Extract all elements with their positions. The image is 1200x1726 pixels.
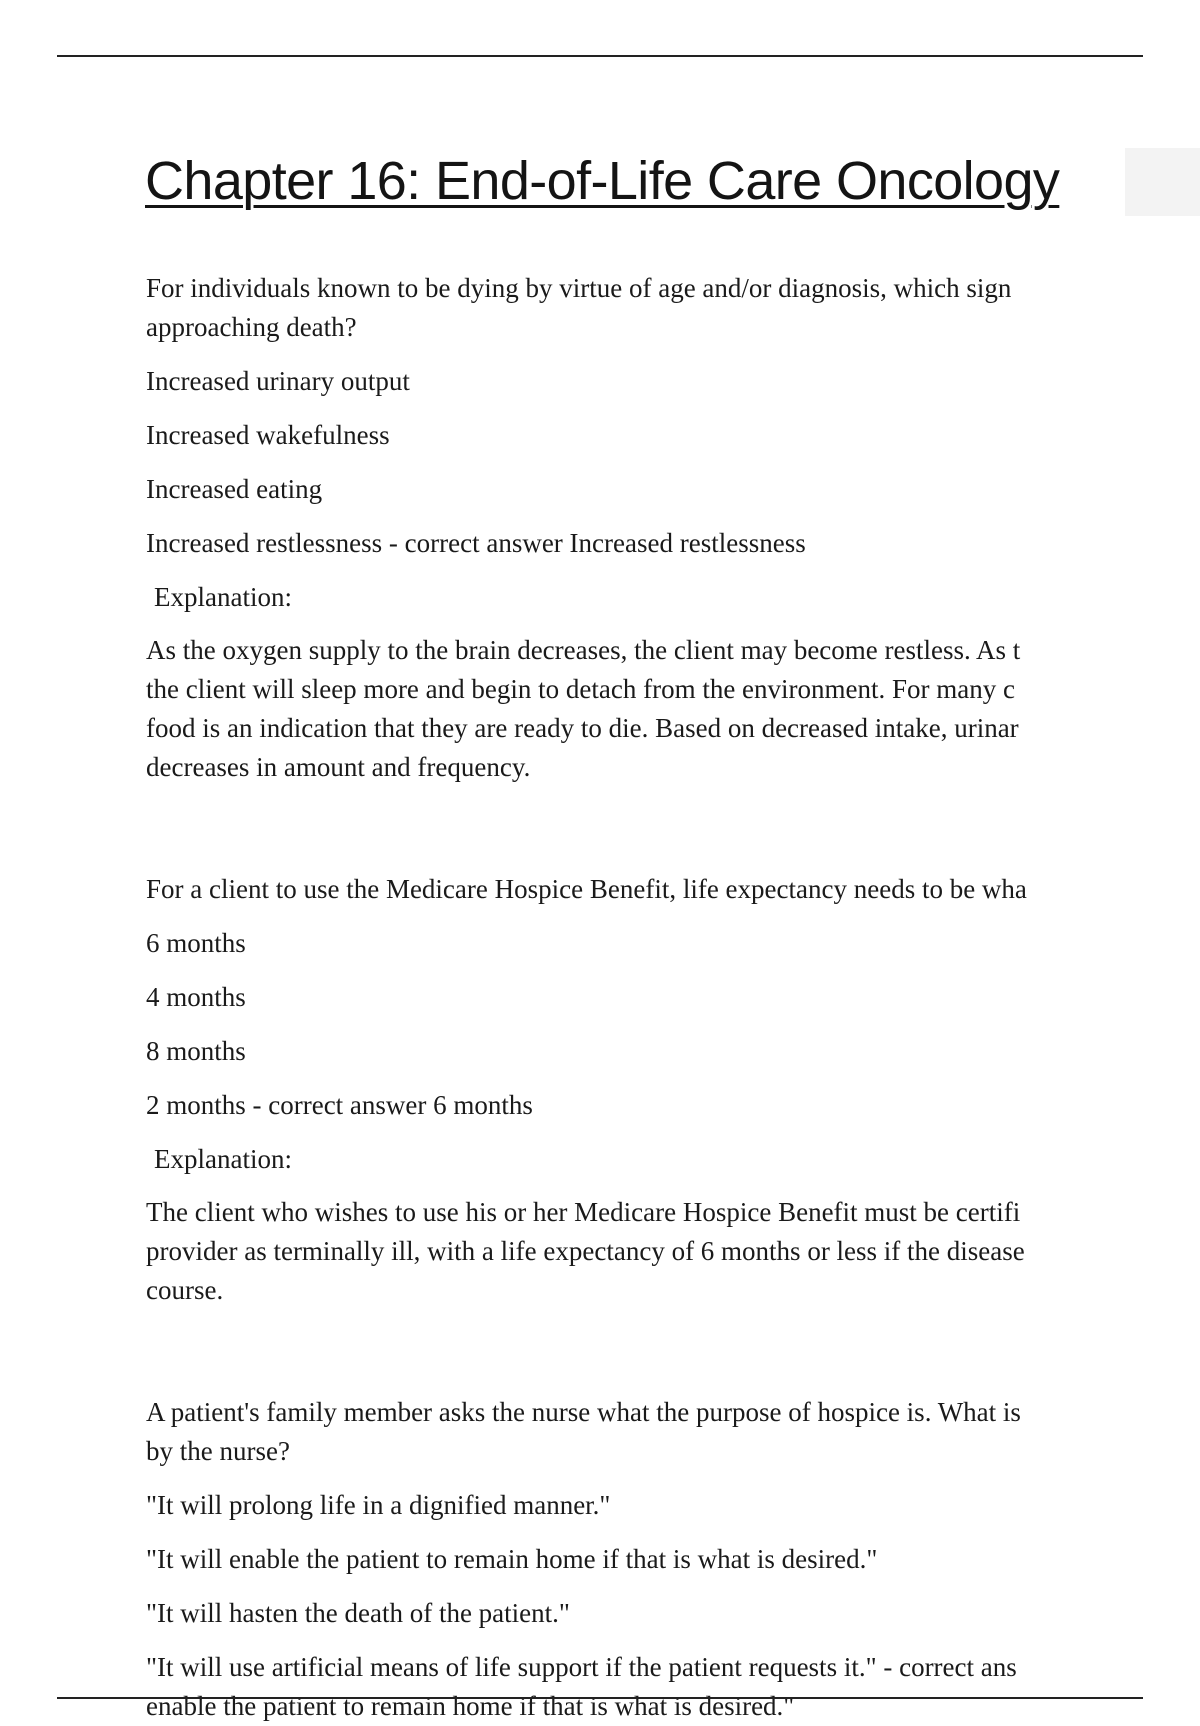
- answer-option: Increased urinary output: [146, 366, 410, 396]
- answer-option-correct: Increased restlessness - correct answer Increased restlessness: [146, 528, 806, 558]
- answer-option-correct: [146, 1648, 1200, 1726]
- explanation-line: As the oxygen supply to the brain decreases, the client may become restless. As t: [146, 635, 1021, 665]
- answer-option: 8 months: [146, 1036, 246, 1066]
- answer-option: "It will hasten the death of the patient.": [146, 1598, 570, 1628]
- explanation-text: [146, 631, 1200, 787]
- answer-option: "It will prolong life in a dignified manner.": [146, 1490, 611, 1520]
- question-block-1: [146, 269, 1200, 787]
- explanation-line: decreases in amount and frequency.: [146, 752, 531, 782]
- top-rule: [57, 55, 1143, 57]
- bottom-rule: [57, 1697, 1143, 1699]
- question-block-3: [146, 1393, 1200, 1726]
- answer-option-line: "It will use artificial means of life support if the patient requests it." - correct ans: [146, 1652, 1017, 1682]
- explanation-label: Explanation:: [154, 1144, 292, 1174]
- question-stem-line: approaching death?: [146, 312, 357, 342]
- explanation-line: The client who wishes to use his or her Medicare Hospice Benefit must be certifi: [146, 1197, 1021, 1227]
- explanation-line: food is an indication that they are ready to die. Based on decreased intake, urinar: [146, 713, 1019, 743]
- question-stem: [146, 1393, 1200, 1471]
- document-body: [146, 269, 1200, 1726]
- spacer: [146, 1310, 1200, 1393]
- answer-option: 6 months: [146, 928, 246, 958]
- question-stem-line: by the nurse?: [146, 1436, 290, 1466]
- question-stem: [146, 269, 1200, 347]
- answer-option-correct: 2 months - correct answer 6 months: [146, 1090, 533, 1120]
- explanation-line: the client will sleep more and begin to detach from the environment. For many c: [146, 674, 1015, 704]
- explanation-label: Explanation:: [154, 582, 292, 612]
- explanation-text: [146, 1193, 1200, 1310]
- question-stem-line: A patient's family member asks the nurse what the purpose of hospice is. What is: [146, 1397, 1021, 1427]
- question-stem: [146, 870, 1200, 909]
- answer-option: Increased wakefulness: [146, 420, 390, 450]
- spacer: [146, 787, 1200, 870]
- question-block-2: [146, 870, 1200, 1310]
- page-title: Chapter 16: End-of-Life Care Oncology: [145, 151, 1060, 211]
- answer-option: Increased eating: [146, 474, 323, 504]
- title-highlight-band: [1125, 148, 1200, 216]
- explanation-line: course.: [146, 1275, 224, 1305]
- question-stem-line: For individuals known to be dying by virtue of age and/or diagnosis, which sign: [146, 273, 1012, 303]
- answer-option: "It will enable the patient to remain home if that is what is desired.": [146, 1544, 878, 1574]
- answer-option-line: enable the patient to remain home if that is what is desired.": [146, 1691, 795, 1721]
- question-stem-line: For a client to use the Medicare Hospice Benefit, life expectancy needs to be wha: [146, 874, 1027, 904]
- answer-option: 4 months: [146, 982, 246, 1012]
- explanation-line: provider as terminally ill, with a life expectancy of 6 months or less if the disease: [146, 1236, 1025, 1266]
